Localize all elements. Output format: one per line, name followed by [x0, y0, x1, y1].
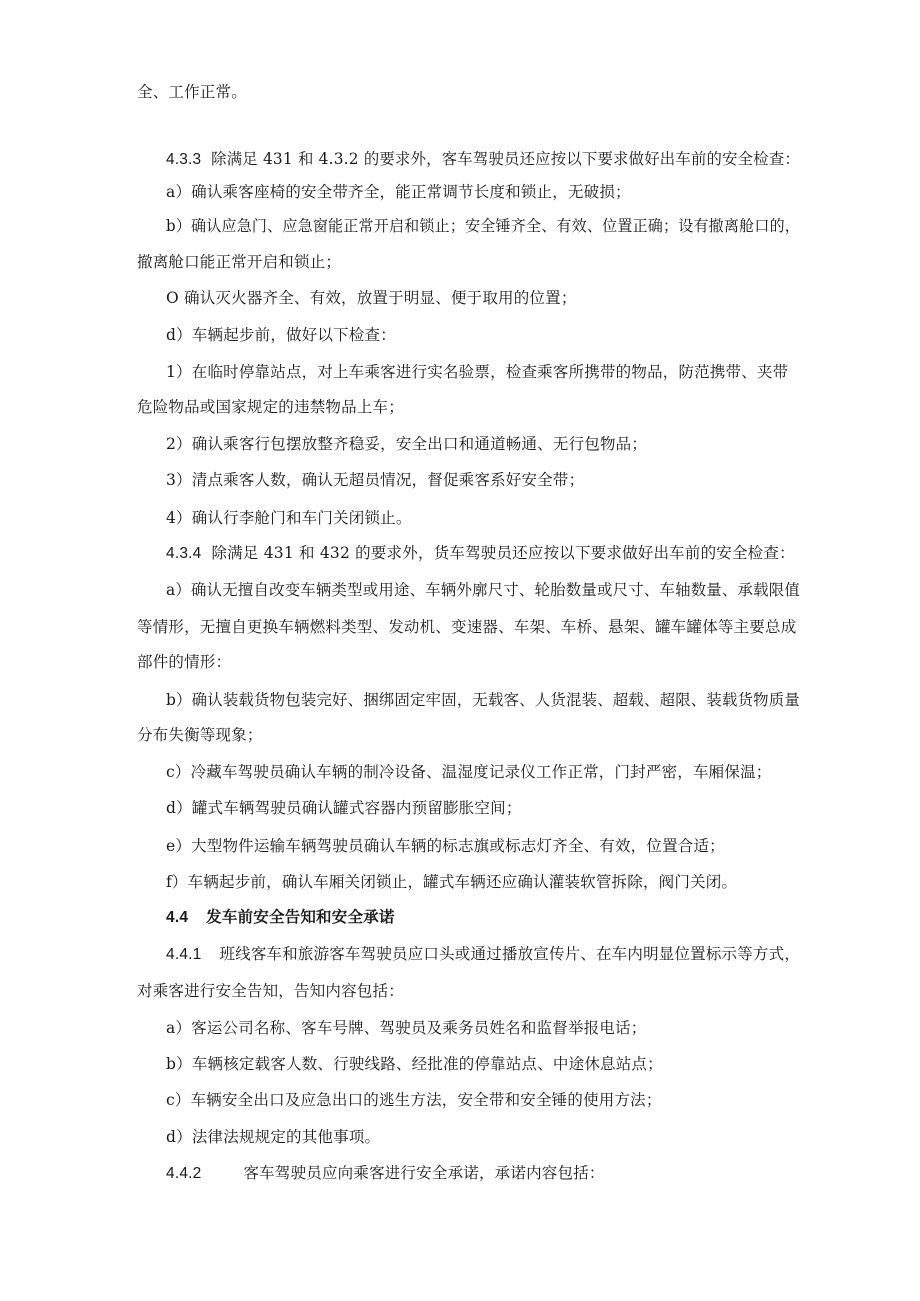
- list-item-a-continued: [137, 617, 796, 637]
- clause-text: 客车驾驶员应向乘客进行安全承诺，承诺内容包括：: [243, 1164, 605, 1182]
- list-item-c: [166, 762, 771, 782]
- list-item-text: d）罐式车辆驾驶员确认罐式容器内预留膨胀空间；: [166, 799, 522, 817]
- section-number: 4.4: [166, 909, 189, 926]
- list-item-text: e）大型物件运输车辆驾驶员确认车辆的标志旗或标志灯齐全、有效，位置合适；: [166, 837, 725, 855]
- list-item-text: 2）确认乘客行包摆放整齐稳妥，安全出口和通道畅通、无行包物品；: [166, 435, 648, 453]
- sub-item-1-continued: [137, 397, 404, 417]
- list-item-c: [166, 1090, 662, 1110]
- list-item-text: f）车辆起步前，确认车厢关闭锁止，罐式车辆还应确认灌装软管拆除，阀门关闭。: [166, 873, 738, 891]
- list-item-text: c）冷藏车驾驶员确认车辆的制冷设备、温湿度记录仪工作正常，门封严密，车厢保温；: [166, 763, 772, 781]
- list-item-text: a）确认无擅自改变车辆类型或用途、车辆外廓尺寸、轮胎数量或尺寸、车轴数量、承载限值: [166, 581, 801, 599]
- list-item-a: [166, 182, 631, 202]
- section-title: 发车前安全告知和安全承诺: [206, 908, 395, 926]
- list-item-text: d）法律法规规定的其他事项。: [166, 1128, 381, 1146]
- list-item-f: [166, 872, 737, 892]
- list-item-c: [166, 288, 577, 308]
- list-item-b: [166, 690, 800, 710]
- list-item-d: [166, 798, 522, 818]
- list-item-d: [166, 1127, 380, 1147]
- list-item-text: 1）在临时停靠站点，对上车乘客进行实名验票，检查乘客所携带的物品，防范携带、夹带: [166, 363, 789, 381]
- sub-item-4: [166, 508, 412, 528]
- sub-item-1: [166, 362, 788, 382]
- list-item-text: O 确认灭火器齐全、有效，放置于明显、便于取用的位置；: [166, 289, 577, 307]
- list-item-text: b）确认装载货物包装完好、捆绑固定牢固，无载客、人货混装、超载、超限、装载货物质量: [166, 691, 800, 709]
- clause-number: 4.3.3: [166, 151, 202, 168]
- clause-text: 除满足 431 和 4.3.2 的要求外，客车驾驶员还应按以下要求做好出车前的安全检查：: [211, 150, 800, 168]
- list-item-a: [166, 1018, 646, 1038]
- clause-4-3-3: [166, 149, 800, 170]
- list-item-text: 3）清点乘客人数，确认无超员情况，督促乘客系好安全带；: [166, 471, 585, 489]
- list-item-text: 分布失衡等现象；: [137, 726, 263, 744]
- list-item-text: 4）确认行李舱门和车门关闭锁止。: [166, 509, 412, 527]
- clause-4-4-1: [166, 944, 800, 965]
- list-item-text: c）车辆安全出口及应急出口的逃生方法，安全带和安全锤的使用方法；: [166, 1091, 662, 1109]
- clause-4-4-2: [166, 1163, 605, 1184]
- list-item-a: [166, 580, 800, 600]
- clause-4-3-4: [166, 543, 795, 564]
- clause-number: 4.4.2: [166, 1165, 202, 1182]
- list-item-b: [166, 1054, 663, 1074]
- clause-text: 除满足 431 和 432 的要求外，货车驾驶员还应按以下要求做好出车前的安全检查：: [211, 544, 795, 562]
- list-item-text: 等情形，无擅自更换车辆燃料类型、发动机、变速器、车架、车桥、悬架、罐车罐体等主要总成: [137, 618, 797, 636]
- list-item-d: [166, 325, 396, 345]
- sub-item-2: [166, 434, 647, 454]
- clause-number: 4.3.4: [166, 545, 202, 562]
- list-item-text: a）确认乘客座椅的安全带齐全，能正常调节长度和锁止，无破损；: [166, 183, 631, 201]
- list-item-text: 撤离舱口能正常开启和锁止；: [137, 253, 342, 271]
- clause-number: 4.4.1: [166, 946, 202, 963]
- list-item-text: 危险物品或国家规定的违禁物品上车；: [137, 398, 404, 416]
- list-item-b: [166, 216, 800, 236]
- list-item-text: b）车辆核定载客人数、行驶线路、经批准的停靠站点、中途休息站点；: [166, 1055, 663, 1073]
- list-item-text: a）客运公司名称、客车号牌、驾驶员及乘务员姓名和监督举报电话；: [166, 1019, 647, 1037]
- list-item-text: 部件的情形：: [137, 653, 232, 671]
- paragraph-text: 全、工作正常。: [137, 83, 247, 101]
- paragraph-continuation: [137, 82, 247, 102]
- section-heading-4-4: [166, 907, 395, 928]
- sub-item-3: [166, 470, 584, 490]
- list-item-text: b）确认应急门、应急窗能正常开启和锁止；安全锤齐全、有效、位置正确；设有撤离舱口的，: [166, 217, 801, 235]
- clause-text: 对乘客进行安全告知，告知内容包括：: [137, 982, 404, 1000]
- list-item-b-continued: [137, 725, 263, 745]
- list-item-text: d）车辆起步前，做好以下检查：: [166, 326, 396, 344]
- clause-4-4-1-continued: [137, 981, 404, 1001]
- list-item-e: [166, 836, 725, 856]
- list-item-b-continued: [137, 252, 341, 272]
- clause-text: 班线客车和旅游客车驾驶员应口头或通过播放宣传片、在车内明显位置标示等方式，: [219, 945, 801, 963]
- list-item-a-continued: [137, 652, 231, 672]
